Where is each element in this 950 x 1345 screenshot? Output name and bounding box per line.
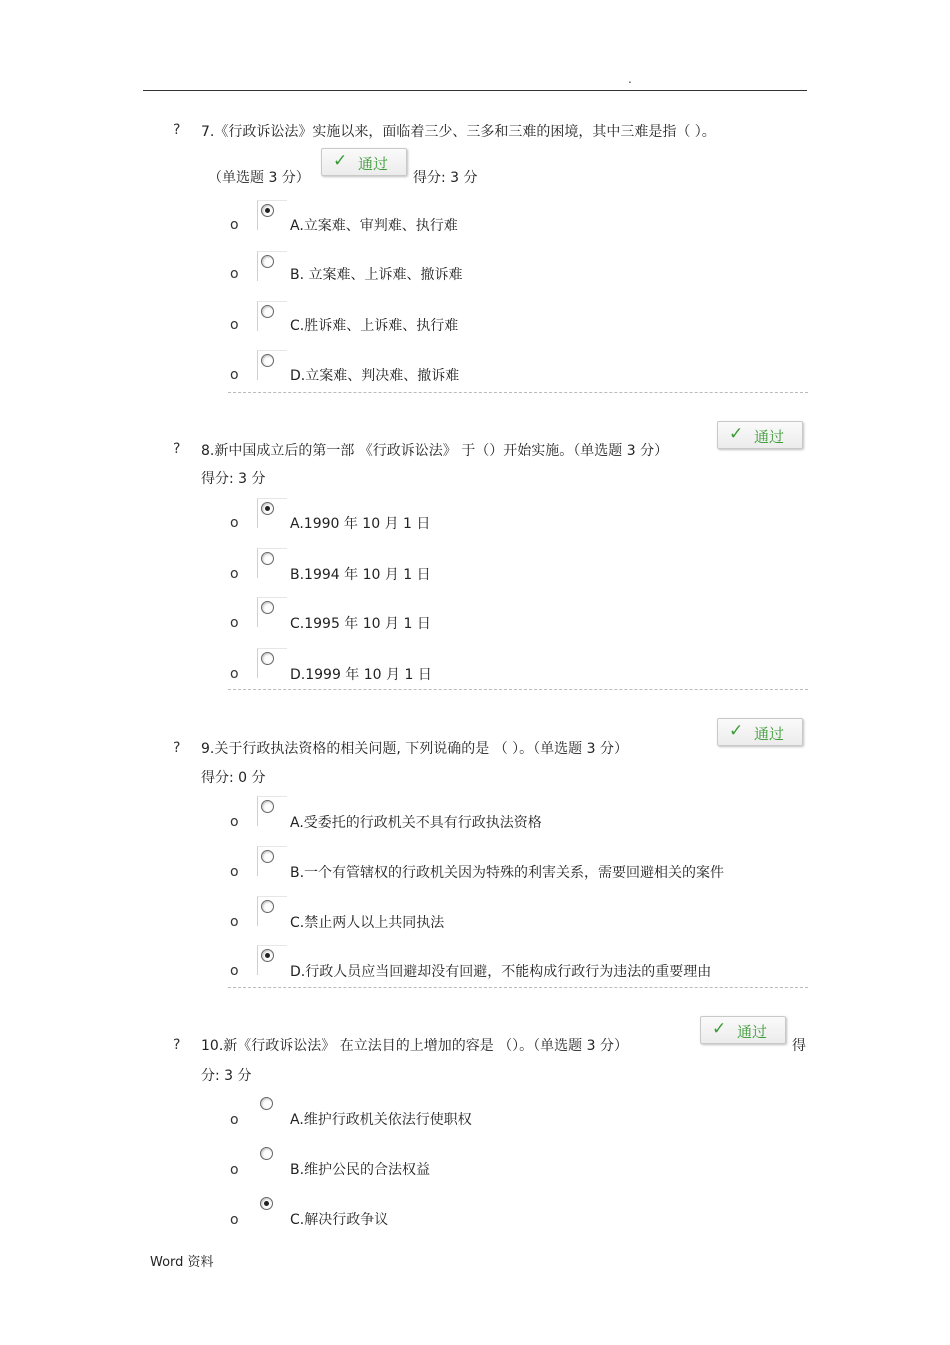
radio-button[interactable]: [257, 301, 287, 331]
question-marker: ?: [173, 1037, 181, 1053]
radio-unselected-icon: [260, 1097, 273, 1110]
question-marker: ?: [173, 122, 181, 138]
radio-selected-icon: [261, 204, 274, 217]
radio-selected-icon: [260, 1197, 273, 1210]
option-label: A.立案难、审判难、执行难: [290, 218, 458, 234]
radio-unselected-icon: [261, 850, 274, 863]
pass-badge: [717, 718, 803, 746]
option-bullet: o: [230, 566, 239, 582]
radio-button[interactable]: [257, 648, 287, 678]
option-label: D.行政人员应当回避却没有回避，不能构成行政行为违法的重要理由: [290, 964, 712, 980]
option-bullet: o: [230, 963, 239, 979]
option-label: A.受委托的行政机关不具有行政执法资格: [290, 815, 542, 831]
pass-label: 通过: [737, 1023, 768, 1041]
radio-button[interactable]: [257, 896, 287, 926]
footer-text: Word 资料: [150, 1255, 214, 1270]
radio-button[interactable]: [257, 200, 287, 230]
header-dot: .: [628, 72, 632, 86]
option-label: B.一个有管辖权的行政机关因为特殊的利害关系，需要回避相关的案件: [290, 865, 725, 881]
option-bullet: o: [230, 615, 239, 631]
question-text: 7.《行政诉讼法》实施以来，面临着三少、三多和三难的困境，其中三难是指（ ）。: [201, 124, 716, 140]
radio-unselected-icon: [261, 354, 274, 367]
question-text: 9.关于行政执法资格的相关问题, 下列说确的是 （ ）。（单选题 3 分）: [201, 741, 628, 757]
option-bullet: o: [230, 515, 239, 531]
radio-button[interactable]: [257, 498, 287, 528]
pass-label: 通过: [754, 428, 785, 446]
question-divider: [228, 987, 808, 988]
option-label: B.维护公民的合法权益: [290, 1162, 431, 1178]
pass-badge: [700, 1016, 786, 1044]
check-icon: ✓: [729, 721, 744, 741]
radio-button[interactable]: [257, 796, 287, 826]
question-marker: ?: [173, 740, 181, 756]
question-divider: [228, 689, 808, 690]
option-bullet: o: [230, 1112, 239, 1128]
radio-unselected-icon: [261, 255, 274, 268]
question-score: 分: 3 分: [201, 1068, 252, 1084]
question-text: 10.新《行政诉讼法》 在立法目的上增加的容是 （）。（单选题 3 分）: [201, 1038, 628, 1054]
option-bullet: o: [230, 217, 239, 233]
option-label: C.解决行政争议: [290, 1212, 389, 1228]
radio-button[interactable]: [257, 1094, 287, 1124]
option-label: D.立案难、判决难、撤诉难: [290, 368, 460, 384]
option-bullet: o: [230, 1162, 239, 1178]
radio-unselected-icon: [261, 800, 274, 813]
option-bullet: o: [230, 914, 239, 930]
option-bullet: o: [230, 814, 239, 830]
radio-unselected-icon: [261, 652, 274, 665]
radio-button[interactable]: [257, 846, 287, 876]
pass-badge: [321, 148, 407, 176]
radio-button[interactable]: [257, 1194, 287, 1224]
pass-badge: [717, 421, 803, 449]
radio-unselected-icon: [261, 601, 274, 614]
question-score: 得分: 3 分: [413, 170, 478, 186]
radio-selected-icon: [261, 949, 274, 962]
option-label: A.1990 年 10 月 1 日: [290, 516, 431, 532]
radio-unselected-icon: [260, 1147, 273, 1160]
check-icon: ✓: [333, 151, 348, 171]
option-bullet: o: [230, 317, 239, 333]
question-type: （单选题 3 分）: [208, 170, 310, 186]
option-label: B.1994 年 10 月 1 日: [290, 567, 431, 583]
pass-label: 通过: [358, 155, 389, 173]
radio-unselected-icon: [261, 900, 274, 913]
option-bullet: o: [230, 1212, 239, 1228]
option-label: B. 立案难、上诉难、撤诉难: [290, 267, 463, 283]
radio-unselected-icon: [261, 305, 274, 318]
question-score-prefix: 得: [792, 1038, 806, 1054]
option-label: C.1995 年 10 月 1 日: [290, 616, 431, 632]
radio-button[interactable]: [257, 1144, 287, 1174]
option-bullet: o: [230, 666, 239, 682]
radio-button[interactable]: [257, 597, 287, 627]
question-divider: [228, 392, 808, 393]
check-icon: ✓: [712, 1019, 727, 1039]
pass-label: 通过: [754, 725, 785, 743]
option-bullet: o: [230, 266, 239, 282]
option-bullet: o: [230, 864, 239, 880]
option-label: C.禁止两人以上共同执法: [290, 915, 445, 931]
question-text: 8.新中国成立后的第一部 《行政诉讼法》 于（）开始实施。（单选题 3 分）: [201, 443, 669, 459]
radio-button[interactable]: [257, 251, 287, 281]
radio-button[interactable]: [257, 548, 287, 578]
option-label: C.胜诉难、上诉难、执行难: [290, 318, 459, 334]
header-rule: [143, 90, 807, 91]
check-icon: ✓: [729, 424, 744, 444]
question-score: 得分: 0 分: [201, 770, 266, 786]
option-label: A.维护行政机关依法行使职权: [290, 1112, 472, 1128]
option-label: D.1999 年 10 月 1 日: [290, 667, 432, 683]
question-marker: ?: [173, 441, 181, 457]
radio-selected-icon: [261, 502, 274, 515]
radio-button[interactable]: [257, 350, 287, 380]
question-score: 得分: 3 分: [201, 471, 266, 487]
radio-button[interactable]: [257, 945, 287, 975]
option-bullet: o: [230, 367, 239, 383]
radio-unselected-icon: [261, 552, 274, 565]
